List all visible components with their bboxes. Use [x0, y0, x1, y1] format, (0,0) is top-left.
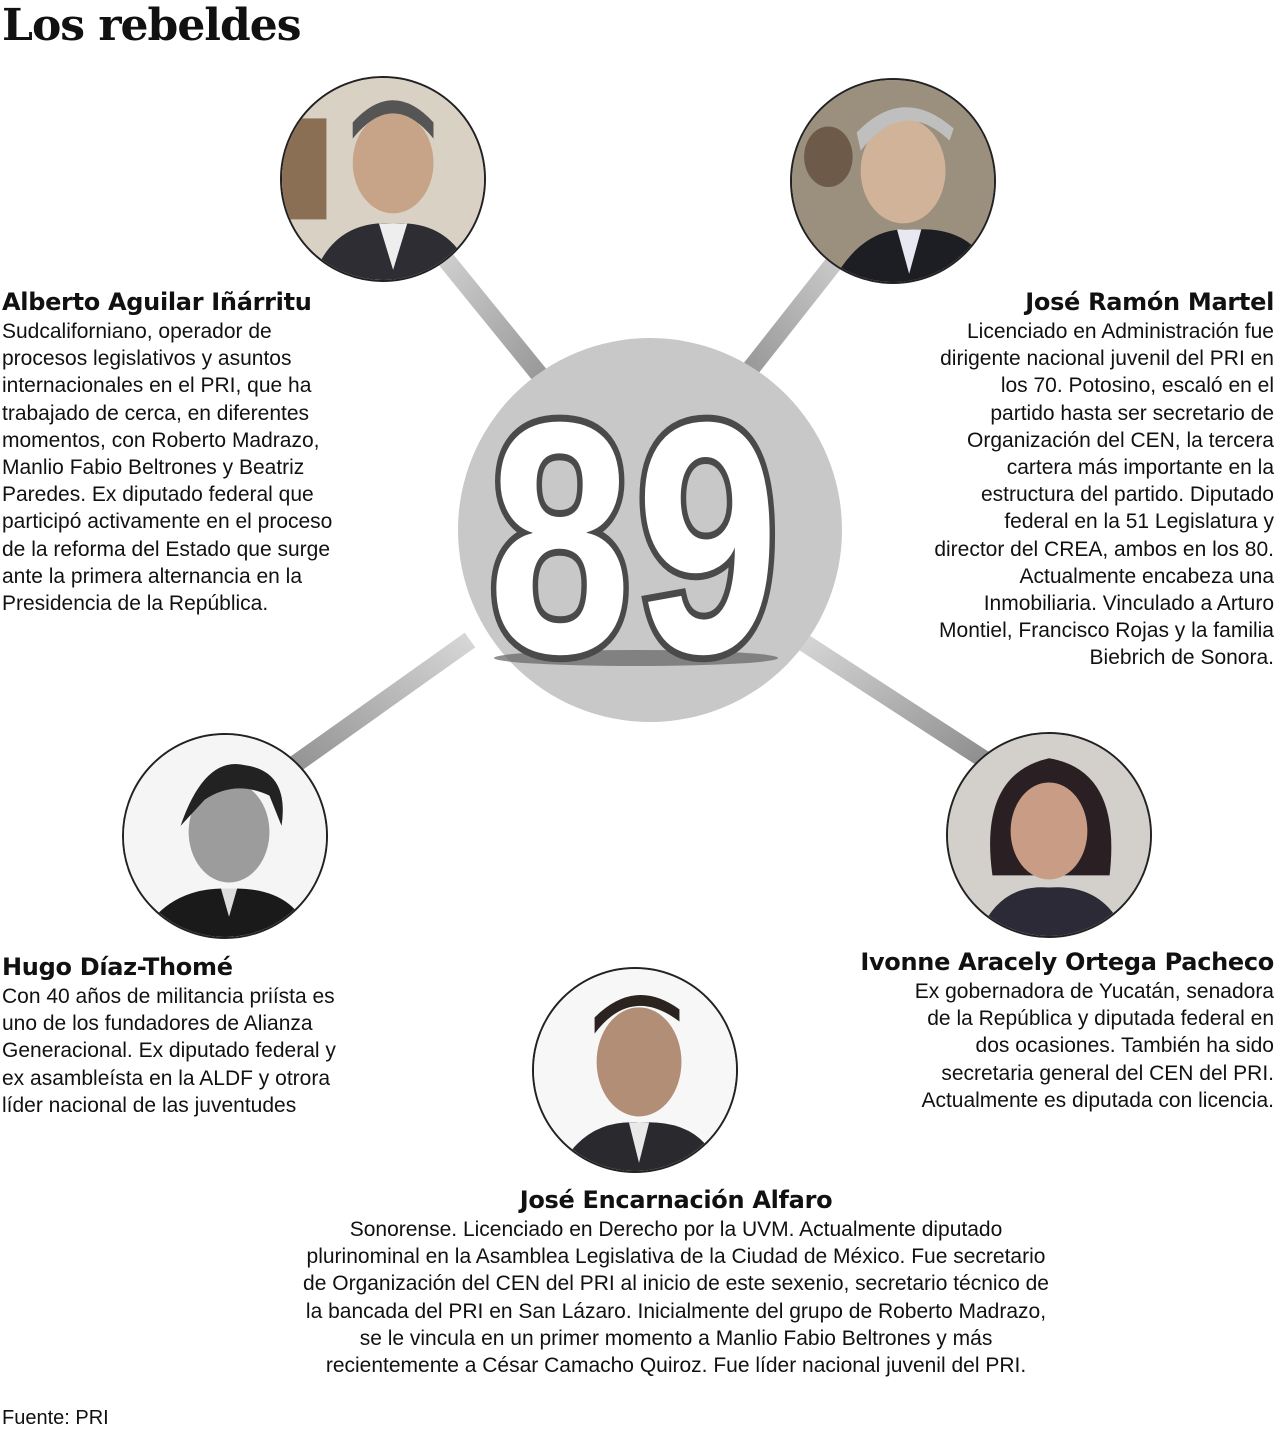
source-credit: Fuente: PRI — [2, 1407, 109, 1429]
bio-ivonne-ortega: Ex gobernadora de Yucatán, senadora de la República y diputada federal en dos ocasiones. También ha sido secretaria general del CEN del PRI. Actualmente es diputada con licencia. — [914, 980, 1274, 1112]
hub-number: 89 — [488, 353, 784, 723]
name-jose-ramon-martel: José Ramón Martel — [1025, 288, 1274, 316]
spoke-left — [280, 640, 470, 775]
photo-ivonne-ortega — [946, 732, 1152, 938]
photo-jose-ramon-martel — [790, 78, 996, 284]
bio-alberto-aguilar: Sudcaliforniano, operador de procesos legislativos y asuntos internacionales en el PRI, que ha trabajado de cerca, en diferentes momentos, con Roberto Madrazo, Manlio Fabio Beltrones y Beatriz Paredes. Ex diputado federal que participó activamente en el proceso de la reforma del Estado que surge ante la primera alternancia en la Presidencia de la República. — [2, 320, 333, 616]
photo-alberto-aguilar — [280, 76, 486, 282]
photo-hugo-diaz-thome — [122, 733, 328, 939]
bio-jose-encarnacion-alfaro: Sonorense. Licenciado en Derecho por la UVM. Actualmente diputado plurinominal en la Asamblea Legislativa de la Ciudad de México. Fue secretario de Organización del CEN del PRI al inicio de este sexenio, secretario técnico de la bancada del PRI en San Lázaro. Inicialmente del grupo de Roberto Madrazo, se le vincula en un primer momento a Manlio Fabio Beltrones y más recientemente a César Camacho Quiroz. Fue líder nacional juvenil del PRI. — [303, 1218, 1049, 1378]
name-jose-encarnacion-alfaro: José Encarnación Alfaro — [519, 1186, 833, 1214]
name-hugo-diaz-thome: Hugo Díaz-Thomé — [2, 953, 233, 981]
bio-hugo-diaz-thome: Con 40 años de militancia priísta es uno de los fundadores de Alianza Generacional. Ex diputado federal y ex asambleísta en la ALDF y otrora líder nacional de las juventudes — [2, 985, 336, 1117]
name-alberto-aguilar: Alberto Aguilar Iñárritu — [2, 288, 312, 316]
name-ivonne-ortega: Ivonne Aracely Ortega Pacheco — [860, 948, 1274, 976]
bio-jose-ramon-martel: Licenciado en Administración fue dirigente nacional juvenil del PRI en los 70. Potosino, escaló en el partido hasta ser secretario de Organización del CEN, la tercera cartera más importante en la estructura del partido. Diputado federal en la 51 Legislatura y director del CREA, ambos en los 80. Actualmente encabeza una Inmobiliaria. Vinculado a Arturo Montiel, Francisco Rojas y la familia Biebrich de Sonora. — [934, 320, 1274, 670]
photo-jose-encarnacion-alfaro — [532, 967, 738, 1173]
page-title: Los rebeldes — [2, 0, 301, 51]
